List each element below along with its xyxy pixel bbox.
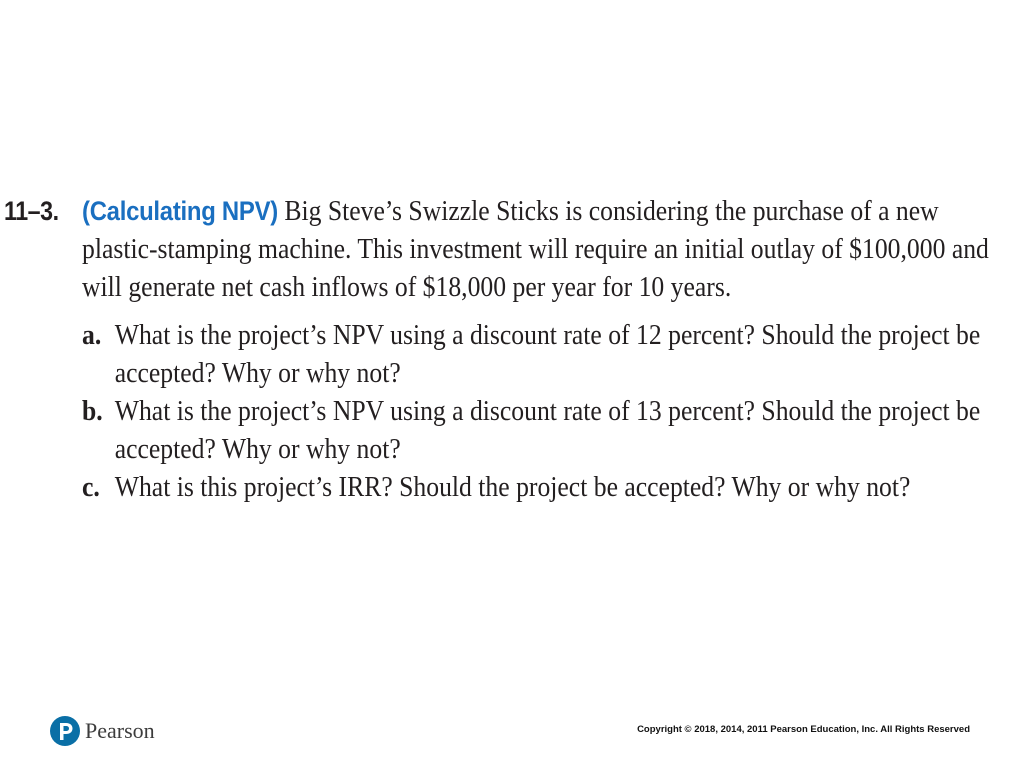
- subpart-line: What is the project’s NPV using a discount rate of 12 percent? Should the project be: [114, 319, 981, 351]
- subpart-letter: a.: [82, 319, 102, 351]
- problem-number: 11–3.: [4, 196, 59, 226]
- copyright-notice: Copyright © 2018, 2014, 2011 Pearson Education, Inc. All Rights Reserved: [637, 724, 970, 735]
- subparts-list: [82, 316, 1020, 506]
- problem-text: Big Steve’s Swizzle Sticks is considering the purchase of a new: [277, 195, 939, 227]
- pearson-p-glyph: [50, 716, 80, 746]
- pearson-logo: [50, 714, 155, 748]
- subpart-a: [82, 316, 1020, 392]
- pearson-p-icon: [50, 716, 80, 746]
- subpart-letter: c.: [82, 471, 100, 503]
- problem-line: plastic-stamping machine. This investment will require an initial outlay of $100,000 and: [82, 233, 989, 265]
- problem-statement: [82, 192, 1020, 306]
- problem-line: [82, 192, 1020, 230]
- subpart-letter: b.: [82, 395, 103, 427]
- subpart-b: [82, 392, 1020, 468]
- subpart-line: What is the project’s NPV using a discount rate of 13 percent? Should the project be: [114, 395, 981, 427]
- subpart-c: [82, 468, 1020, 506]
- pearson-wordmark: Pearson: [85, 718, 155, 743]
- subpart-line: accepted? Why or why not?: [114, 433, 401, 465]
- problem-title: (Calculating NPV): [82, 196, 278, 226]
- subpart-line: What is this project’s IRR? Should the project be accepted? Why or why not?: [114, 471, 911, 503]
- subpart-line: accepted? Why or why not?: [114, 357, 401, 389]
- problem-line: will generate net cash inflows of $18,000 per year for 10 years.: [82, 271, 732, 303]
